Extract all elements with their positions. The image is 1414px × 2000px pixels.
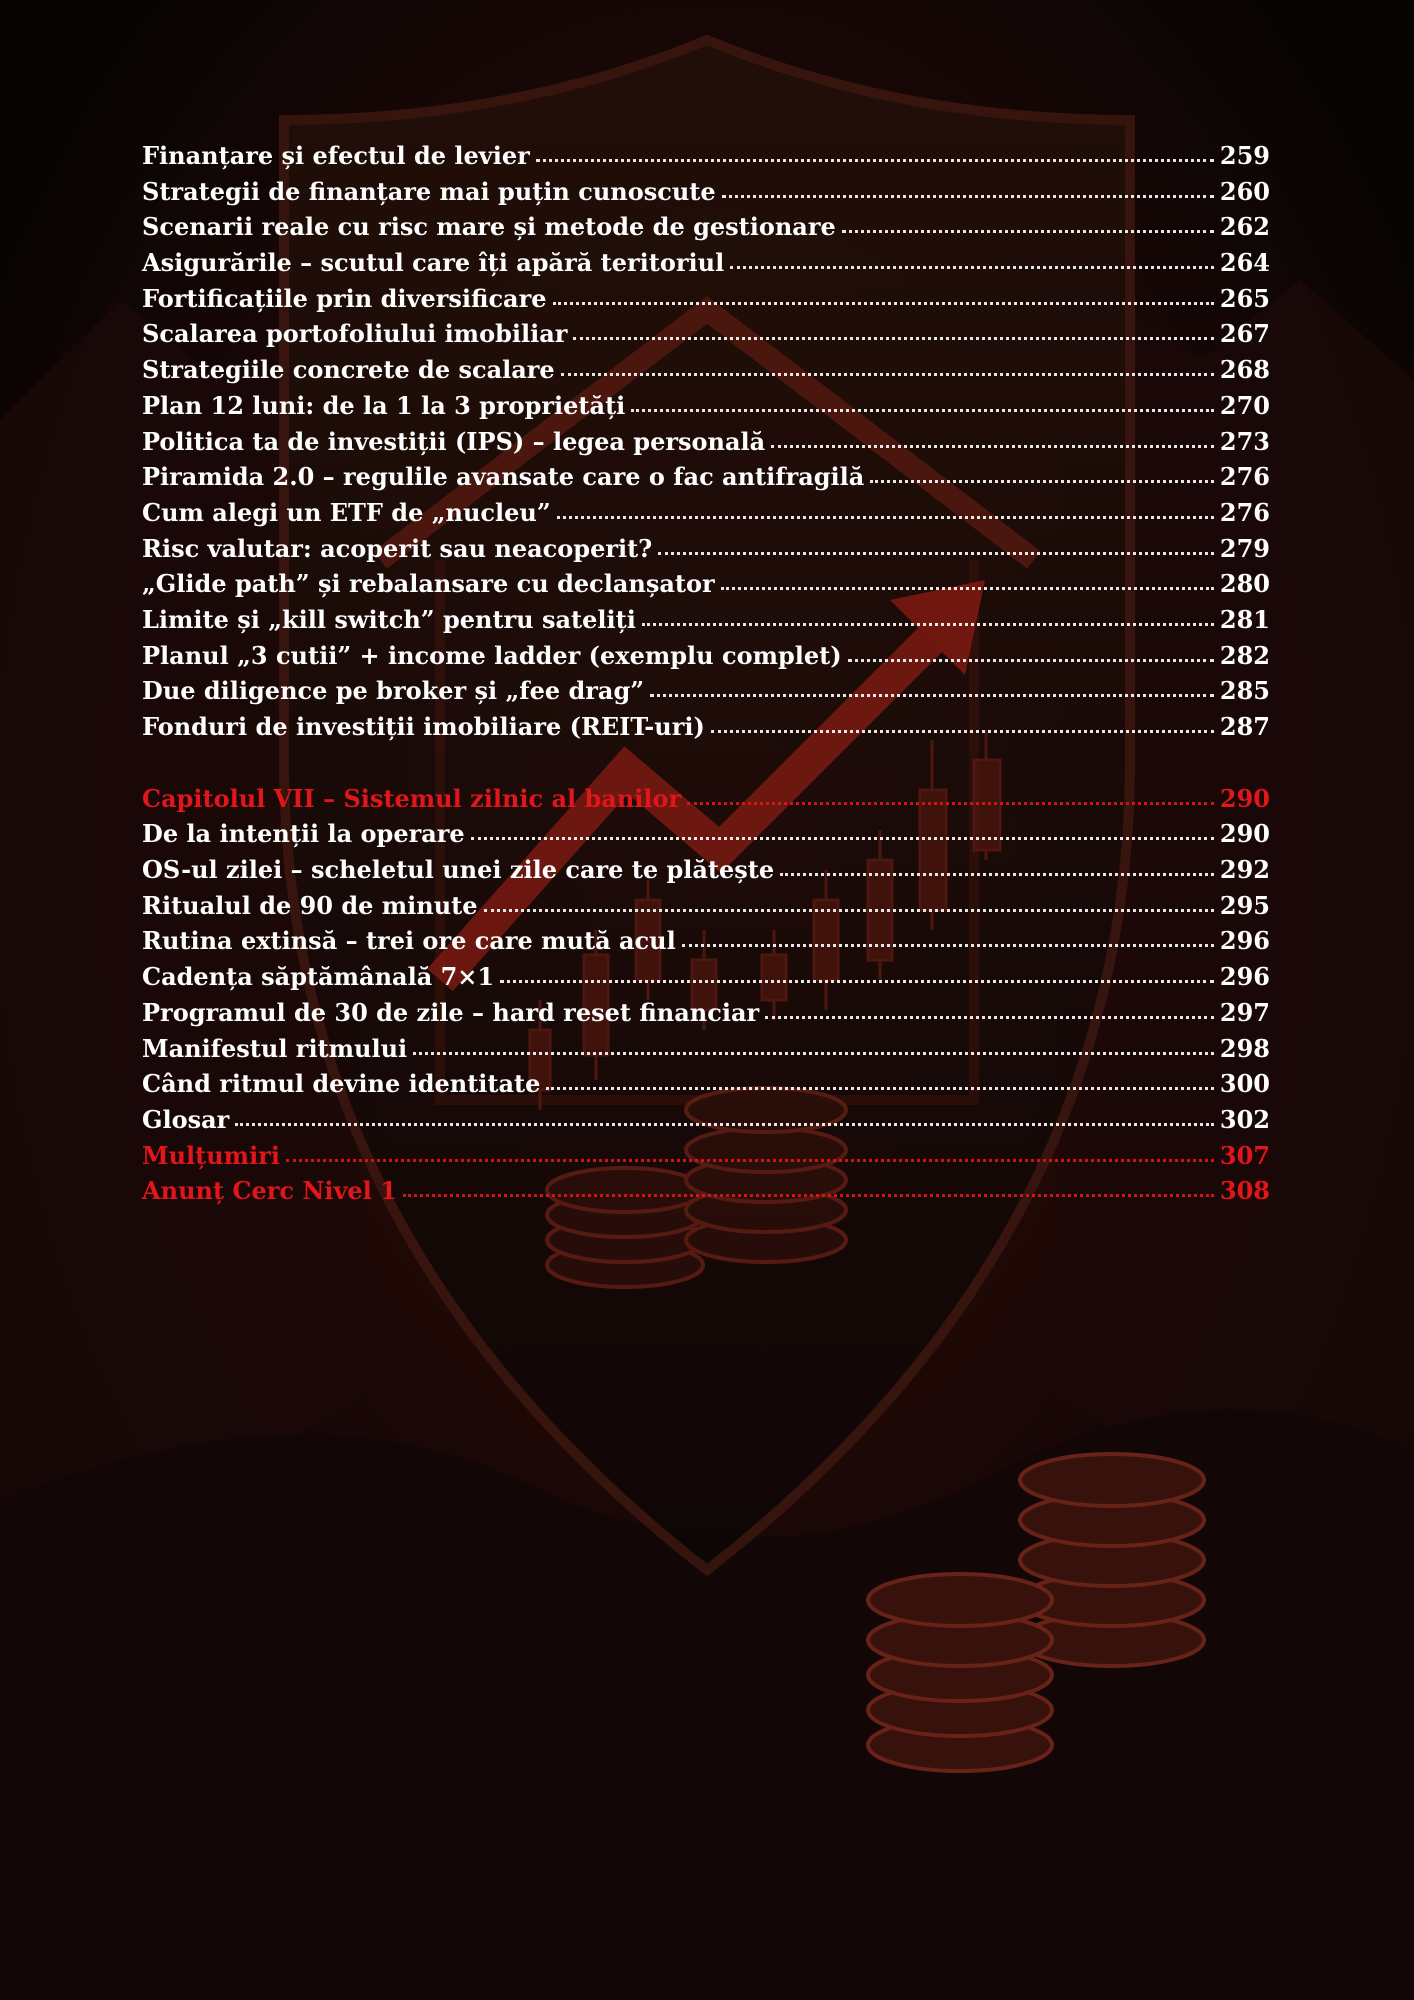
toc-entry[interactable] bbox=[142, 566, 1270, 602]
toc-entry-title: Ritualul de 90 de minute bbox=[142, 890, 478, 920]
dot-leader bbox=[573, 337, 1213, 340]
toc-closing bbox=[142, 1138, 1270, 1209]
toc-entry[interactable] bbox=[142, 888, 1270, 924]
toc-entry-title: Limite și „kill switch” pentru sateliți bbox=[142, 604, 636, 634]
dot-leader bbox=[403, 1194, 1214, 1197]
toc-entry-title: Fonduri de investiții imobiliare (REIT-uri) bbox=[142, 712, 705, 741]
section-spacer bbox=[142, 745, 1270, 781]
toc-entry-title: Anunț Cerc Nivel 1 bbox=[142, 1176, 397, 1206]
toc-entry-title: Manifestul ritmului bbox=[142, 1033, 408, 1063]
toc-entry-page: 307 bbox=[1219, 1140, 1270, 1170]
toc-entry-page: 260 bbox=[1219, 176, 1270, 206]
toc-entry-page: 280 bbox=[1219, 569, 1270, 599]
toc-entry-page: 262 bbox=[1219, 212, 1270, 242]
toc-entry[interactable] bbox=[142, 852, 1270, 888]
toc-entry-title: Cadența săptămânală 7×1 bbox=[142, 962, 495, 992]
dot-leader bbox=[765, 1016, 1214, 1019]
toc-entry-page: 264 bbox=[1219, 248, 1270, 278]
toc-entry[interactable] bbox=[142, 638, 1270, 674]
dot-leader bbox=[557, 516, 1214, 519]
toc-entry-page: 296 bbox=[1219, 962, 1270, 992]
toc-entry[interactable] bbox=[142, 709, 1270, 745]
toc-entry-page: 270 bbox=[1219, 390, 1270, 420]
toc-entry-title: Mulțumiri bbox=[142, 1140, 280, 1170]
toc-entry-page: 296 bbox=[1219, 926, 1270, 956]
dot-leader bbox=[870, 480, 1214, 483]
toc-entry-title: „Glide path” și rebalansare cu declanșator bbox=[142, 569, 715, 599]
dot-leader bbox=[484, 909, 1214, 912]
toc-section-b bbox=[142, 816, 1270, 1137]
toc-entry-page: 281 bbox=[1219, 604, 1270, 634]
toc-entry[interactable] bbox=[142, 959, 1270, 995]
toc-entry-title: Piramida 2.0 – regulile avansate care o fac antifragilă bbox=[142, 462, 865, 492]
toc-entry[interactable] bbox=[142, 602, 1270, 638]
toc-entry-page: 300 bbox=[1219, 1069, 1270, 1099]
toc-entry-title: Plan 12 luni: de la 1 la 3 proprietăți bbox=[142, 390, 626, 420]
dot-leader bbox=[730, 266, 1214, 269]
toc-entry[interactable] bbox=[142, 1031, 1270, 1067]
dot-leader bbox=[631, 409, 1214, 412]
toc-entry-title: Asigurările – scutul care îți apără teritoriul bbox=[142, 248, 725, 278]
toc-entry-announcement[interactable] bbox=[142, 1173, 1270, 1209]
toc-entry-title: Când ritmul devine identitate bbox=[142, 1069, 541, 1099]
toc-entry-page: 295 bbox=[1219, 890, 1270, 920]
toc-entry[interactable] bbox=[142, 459, 1270, 495]
toc-entry-page: 276 bbox=[1219, 497, 1270, 527]
dot-leader bbox=[687, 802, 1214, 805]
toc-entry-page: 285 bbox=[1219, 676, 1270, 706]
toc-entry-page: 287 bbox=[1219, 712, 1270, 741]
toc-entry-page: 297 bbox=[1219, 997, 1270, 1027]
toc-entry-page: 265 bbox=[1219, 283, 1270, 313]
dot-leader bbox=[471, 837, 1214, 840]
dot-leader bbox=[553, 302, 1214, 305]
toc-entry-title: Risc valutar: acoperit sau neacoperit? bbox=[142, 533, 653, 563]
toc-entry[interactable] bbox=[142, 495, 1270, 531]
dot-leader bbox=[842, 230, 1214, 233]
toc-entry-title: Strategiile concrete de scalare bbox=[142, 355, 555, 385]
toc-entry-title: Cum alegi un ETF de „nucleu” bbox=[142, 497, 551, 527]
toc-entry[interactable] bbox=[142, 673, 1270, 709]
toc-entry-page: 302 bbox=[1219, 1104, 1270, 1134]
toc-chapter-heading[interactable] bbox=[142, 781, 1270, 817]
dot-leader bbox=[721, 587, 1214, 590]
toc-entry-page: 292 bbox=[1219, 855, 1270, 885]
dot-leader bbox=[650, 694, 1214, 697]
dot-leader bbox=[682, 944, 1214, 947]
chapter-page: 290 bbox=[1219, 783, 1270, 813]
toc-entry[interactable] bbox=[142, 1102, 1270, 1138]
toc-entry-title: Politica ta de investiții (IPS) – legea personală bbox=[142, 426, 766, 456]
toc-entry-title: Programul de 30 de zile – hard reset financiar bbox=[142, 997, 760, 1027]
toc-entry-page: 290 bbox=[1219, 819, 1270, 849]
dot-leader bbox=[642, 623, 1214, 626]
toc-entry-title: Strategii de finanțare mai puțin cunoscute bbox=[142, 176, 716, 206]
toc-entry-title: De la intenții la operare bbox=[142, 819, 465, 849]
toc-entry-page: 267 bbox=[1219, 319, 1270, 349]
table-of-contents bbox=[142, 138, 1270, 1209]
dot-leader bbox=[771, 445, 1214, 448]
toc-entry-title: OS-ul zilei – scheletul unei zile care te plătește bbox=[142, 855, 775, 885]
toc-entry-title: Planul „3 cutii” + income ladder (exemplu complet) bbox=[142, 640, 842, 670]
toc-entry[interactable] bbox=[142, 245, 1270, 281]
dot-leader bbox=[848, 659, 1214, 662]
dot-leader bbox=[500, 980, 1214, 983]
toc-entry-title: Scenarii reale cu risc mare și metode de gestionare bbox=[142, 212, 836, 242]
toc-entry-page: 259 bbox=[1219, 141, 1270, 170]
toc-section-a bbox=[142, 138, 1270, 745]
toc-entry-title: Fortificațiile prin diversificare bbox=[142, 283, 547, 313]
toc-entry-page: 273 bbox=[1219, 426, 1270, 456]
toc-entry-title: Glosar bbox=[142, 1104, 230, 1134]
toc-entry-acknowledgements[interactable] bbox=[142, 1138, 1270, 1174]
toc-entry-title: Finanțare și efectul de levier bbox=[142, 141, 530, 170]
toc-entry[interactable] bbox=[142, 923, 1270, 959]
toc-entry[interactable] bbox=[142, 281, 1270, 317]
toc-entry-title: Rutina extinsă – trei ore care mută acul bbox=[142, 926, 676, 956]
toc-entry[interactable] bbox=[142, 316, 1270, 352]
toc-entry-page: 282 bbox=[1219, 640, 1270, 670]
toc-entry[interactable] bbox=[142, 209, 1270, 245]
toc-entry[interactable] bbox=[142, 816, 1270, 852]
toc-entry-page: 268 bbox=[1219, 355, 1270, 385]
dot-leader bbox=[722, 195, 1214, 198]
toc-entry-title: Due diligence pe broker și „fee drag” bbox=[142, 676, 645, 706]
dot-leader bbox=[536, 159, 1214, 162]
dot-leader bbox=[546, 1087, 1213, 1090]
toc-entry-page: 298 bbox=[1219, 1033, 1270, 1063]
dot-leader bbox=[561, 373, 1214, 376]
toc-entry[interactable] bbox=[142, 174, 1270, 210]
toc-entry[interactable] bbox=[142, 352, 1270, 388]
dot-leader bbox=[711, 730, 1214, 733]
dot-leader bbox=[235, 1123, 1214, 1126]
dot-leader bbox=[413, 1052, 1214, 1055]
toc-entry-page: 276 bbox=[1219, 462, 1270, 492]
dot-leader bbox=[286, 1159, 1214, 1162]
chapter-title: Capitolul VII – Sistemul zilnic al banilor bbox=[142, 783, 682, 813]
toc-entry[interactable] bbox=[142, 995, 1270, 1031]
toc-entry-page: 279 bbox=[1219, 533, 1270, 563]
toc-entry[interactable] bbox=[142, 531, 1270, 567]
toc-entry[interactable] bbox=[142, 1066, 1270, 1102]
toc-entry-page: 308 bbox=[1219, 1176, 1270, 1206]
toc-entry[interactable] bbox=[142, 138, 1270, 174]
toc-entry[interactable] bbox=[142, 388, 1270, 424]
toc-entry-title: Scalarea portofoliului imobiliar bbox=[142, 319, 568, 349]
dot-leader bbox=[658, 552, 1214, 555]
toc-entry[interactable] bbox=[142, 424, 1270, 460]
dot-leader bbox=[780, 873, 1214, 876]
